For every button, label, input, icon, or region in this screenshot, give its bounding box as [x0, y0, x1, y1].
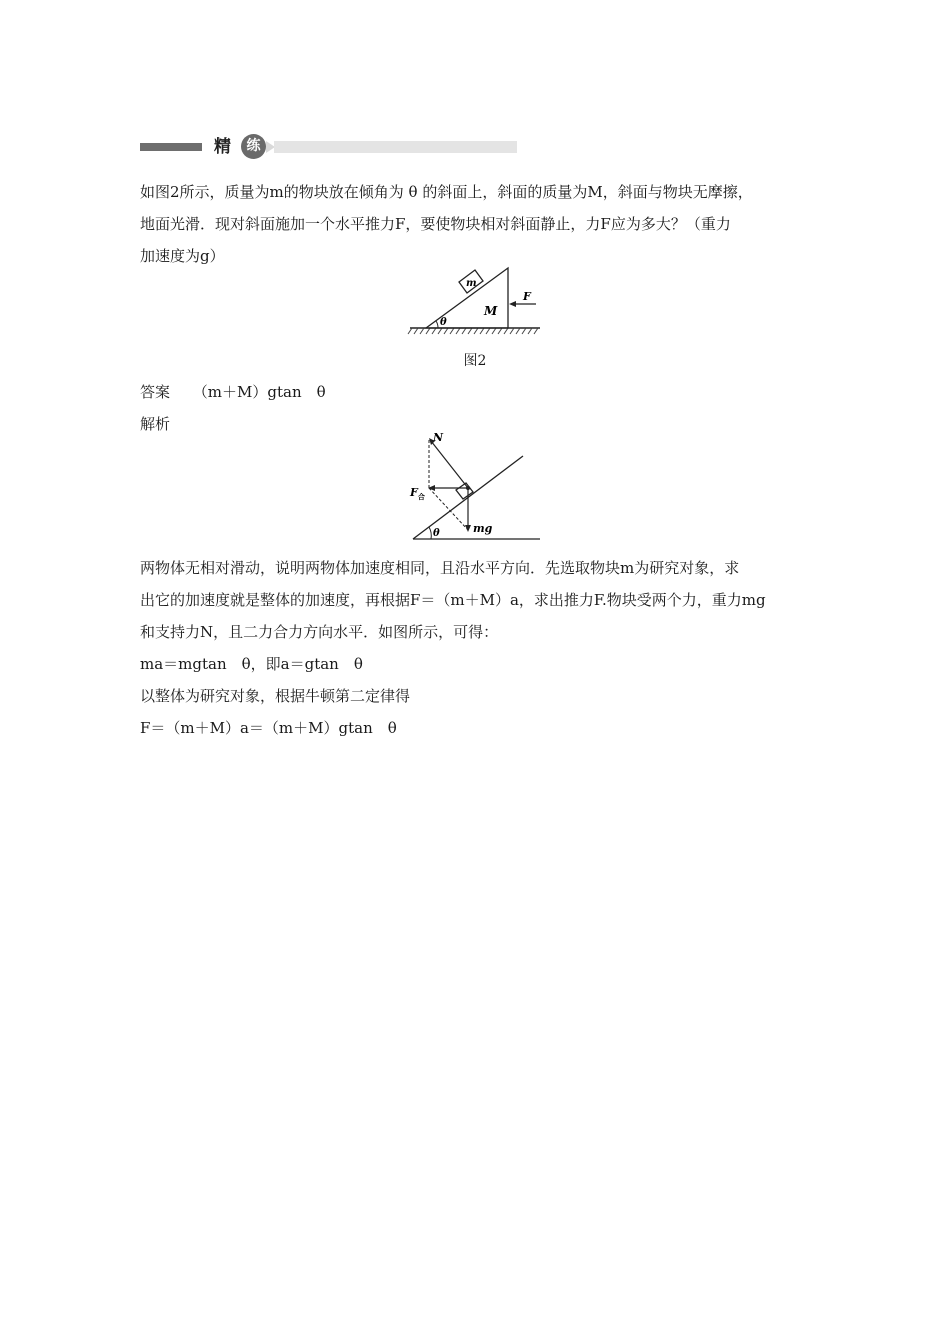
angle-arc — [429, 527, 431, 539]
analysis-equation-1: ma＝mgtan θ，即a＝gtan θ — [140, 655, 363, 673]
figure-incline — [400, 262, 550, 340]
label-theta: θ — [433, 528, 440, 539]
answer-line — [140, 380, 326, 404]
section-header — [140, 137, 520, 159]
analysis-line-2: 出它的加速度就是整体的加速度，再根据F＝（m＋M）a，求出推力F.物块受两个力，重力mg — [140, 591, 766, 609]
answer-value: （m＋M）gtan θ — [192, 383, 326, 401]
block — [456, 483, 473, 499]
ground-hatch — [408, 328, 538, 334]
section-badge: 练 — [241, 134, 266, 159]
normal-force-arrow — [431, 441, 468, 488]
question-line-1: 如图2所示，质量为m的物块放在倾角为 θ 的斜面上，斜面的质量为M，斜面与物块无摩擦， — [140, 183, 753, 201]
question-line-3: 加速度为g） — [140, 247, 225, 265]
answer-label: 答案 — [140, 383, 171, 401]
force-F-arrowhead — [509, 301, 516, 307]
label-F-net: $F_合$ — [410, 486, 425, 501]
question-line-2: 地面光滑．现对斜面施加一个水平推力F，要使物块相对斜面静止，力F应为多大？（重力 — [140, 215, 731, 233]
figure-caption: 图2 — [463, 353, 487, 369]
figure-force-analysis — [405, 428, 545, 544]
label-mg: mg — [473, 522, 493, 535]
label-F: F — [523, 290, 531, 303]
label-M: M — [484, 304, 498, 318]
analysis-line-1: 两物体无相对滑动，说明两物体加速度相同，且沿水平方向．先选取物块m为研究对象，求 — [140, 559, 740, 577]
header-light-bar — [274, 141, 517, 153]
analysis-line-3: 和支持力N，且二力合力方向水平．如图所示，可得： — [140, 623, 499, 641]
section-title: 精 — [214, 137, 231, 157]
analysis-label: 解析 — [140, 415, 171, 433]
header-dark-bar — [140, 143, 202, 151]
angle-arc — [436, 321, 438, 328]
label-m: m — [466, 278, 477, 289]
gravity-arrowhead — [465, 525, 471, 532]
label-N: N — [433, 431, 444, 444]
label-theta: θ — [440, 317, 447, 328]
analysis-equation-2: F＝（m＋M）a＝（m＋M）gtan θ — [140, 719, 397, 737]
analysis-line-4: 以整体为研究对象，根据牛顿第二定律得 — [140, 687, 411, 705]
